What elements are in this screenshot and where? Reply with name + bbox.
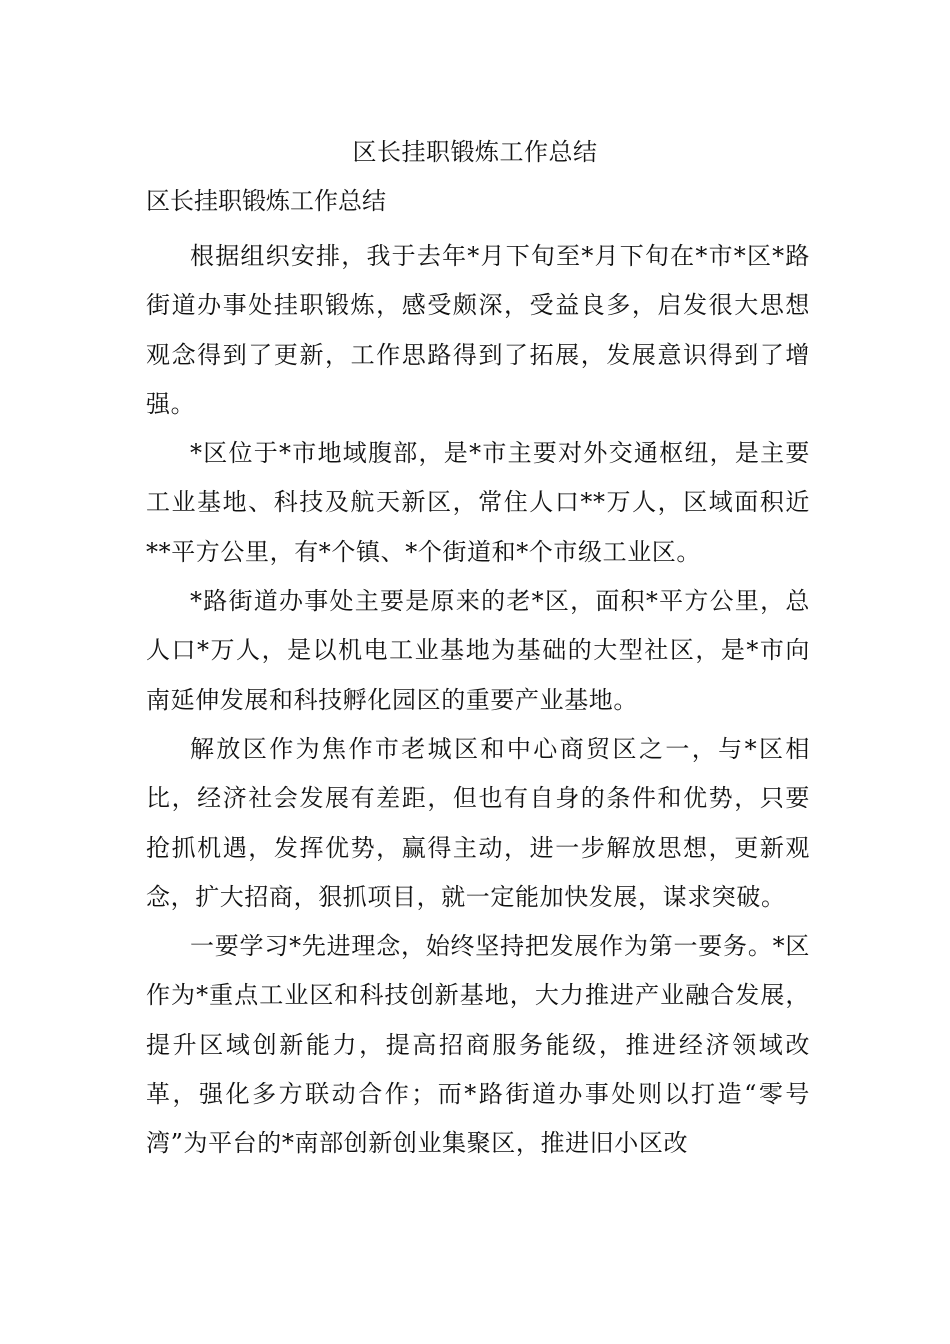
document-title: 区长挂职锻炼工作总结 xyxy=(352,138,598,166)
paragraph: *区位于*市地域腹部，是*市主要对外交通枢纽，是主要工业基地、科技及航天新区，常住人口**万人，区域面积近**平方公里，有*个镇、*个街道和*个市级工业区。 xyxy=(146,439,810,566)
paragraph: 一要学习*先进理念，始终坚持把发展作为第一要务。*区作为*重点工业区和科技创新基地，大力推进产业融合发展，提升区域创新能力，提高招商服务能级，推进经济领域改革，强化多方联动合作；而*路街道办事处则以打造“零号湾”为平台的*南部创新创业集聚区，推进旧小区改 xyxy=(146,932,810,1158)
paragraph: 解放区作为焦作市老城区和中心商贸区之一，与*区相比，经济社会发展有差距，但也有自身的条件和优势，只要抢抓机遇，发挥优势，赢得主动，进一步解放思想，更新观念，扩大招商，狠抓项目，就一定能加快发展，谋求突破。 xyxy=(146,734,810,911)
document-subtitle: 区长挂职锻炼工作总结 xyxy=(146,187,386,215)
paragraph: 根据组织安排，我于去年*月下旬至*月下旬在*市*区*路街道办事处挂职锻炼，感受颇深，受益良多，启发很大思想观念得到了更新，工作思路得到了拓展，发展意识得到了增强。 xyxy=(146,242,810,418)
document-body xyxy=(146,232,810,1169)
paragraph: *路街道办事处主要是原来的老*区，面积*平方公里，总人口*万人，是以机电工业基地为基础的大型社区，是*市向南延伸发展和科技孵化园区的重要产业基地。 xyxy=(146,587,810,714)
